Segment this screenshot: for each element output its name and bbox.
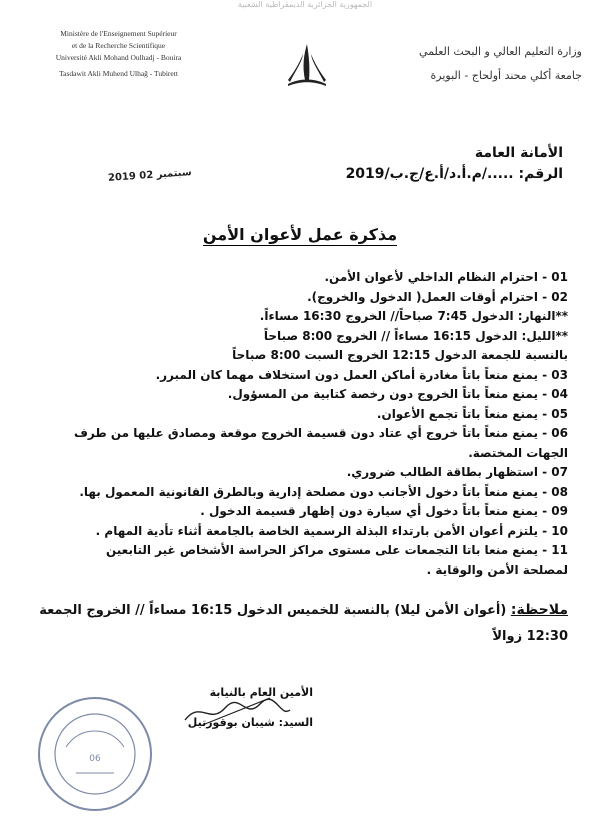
note-continuation: 12:30 زوالاً <box>492 629 568 644</box>
memo-line: **النهار: الدخول 7:45 صباحاً// الخروج 16:30 مساءاً. <box>259 309 568 323</box>
memo-line: **الليل: الدخول 16:15 مساءاً // الخروج 8:00 صباحاً <box>263 328 568 343</box>
university-logo <box>282 40 332 90</box>
memo-line: لمصلحة الأمن والوقاية . <box>426 562 568 577</box>
signatory-title: الأمين العام بالنيابة <box>209 686 313 699</box>
seal-number: 06 <box>89 754 101 764</box>
header-arabic <box>412 40 582 88</box>
secretariat-label: الأمانة العامة <box>474 145 563 161</box>
memo-line: 02 - احترام أوقات العمل( الدخول والخروج). <box>307 289 568 304</box>
memo-line: 01 - احترام النظام الداخلي لأعوان الأمن. <box>324 270 568 284</box>
header-fr-line-4: Tasdawit Akli Muhend Ulhağ - Tubirett <box>59 69 178 78</box>
header-french <box>26 28 211 80</box>
memo-items <box>48 268 568 580</box>
memo-line: 10 - يلتزم أعوان الأمن بارتداء البذلة الرسمية الخاصة بالجامعة أثناء تأدية المهام . <box>95 523 568 538</box>
memo-line: 03 - يمنع منعاً باتاً مغادرة أماكن العمل دون استخلاف مهما كان المبرر. <box>155 367 568 382</box>
header-fr-line-2: et de la Recherche Scientifique <box>71 41 166 50</box>
header-fr-line-1: Ministère de l'Enseignement Supérieur <box>60 29 177 38</box>
date-stamp: 2019 سبتمبر 02 <box>107 167 193 184</box>
signatory-name: السيد: شيبان بوقورتيل <box>187 716 313 729</box>
note-block <box>38 597 568 650</box>
memo-line: 07 - استظهار بطاقة الطالب ضروري. <box>346 465 568 479</box>
memo-line: الجهات المختصة. <box>468 445 568 460</box>
header-ar-line-1: وزارة التعليم العالي و البحث العلمي <box>419 45 582 58</box>
memo-line: 08 - يمنع منعاً باتاً دخول الأجانب دون مصلحة إدارية وبالطرق القانونية المعمول بها. <box>79 484 568 499</box>
header-fr-line-3: Université Akli Mohand Oulhadj - Bouira <box>55 53 182 62</box>
note-label: ملاحظة: <box>510 602 568 618</box>
handwritten-signature <box>175 690 295 730</box>
memo-title-text: مذكرة عمل لأعوان الأمن <box>202 225 398 244</box>
memo-line: 11 - يمنع منعا باتا التجمعات على مستوى مراكز الحراسة الأشخاص غير التابعين <box>105 543 568 557</box>
memo-line: 05 - يمنع منعاً باتاً تجمع الأعوان. <box>376 406 568 421</box>
note-text: (أعوان الأمن ليلا) بالنسبة للخميس الدخول 16:15 مساءاً // الخروج الجمعة <box>39 603 507 618</box>
reference-number: الرقم: ...../م.أ.د/أ.ع/ج.ب/2019 <box>345 166 563 182</box>
memo-title <box>0 225 600 244</box>
memo-line: 04 - يمنع منعاً باتاً الخروج دون رخصة كتابية من المسؤول. <box>227 387 568 401</box>
header-top-faded: ﺍﻟﺠﻤﻬﻮﺭﻳﺔ ﺍﻟﺠﺰﺍﺋﺮﻳﺔ ﺍﻟﺪﻳﻤﻘﺮﺍﻃﻴﺔ ﺍﻟﺸﻌﺒﻴﺔ <box>237 0 373 9</box>
header-ar-line-2: جامعة أكلي محند أولحاج - البويرة <box>430 69 582 82</box>
memo-line: 06 - يمنع منعاً باتاً خروج أي عتاد دون قسيمة الخروج موقعة ومصادق عليها من طرف <box>73 426 568 440</box>
official-seal <box>36 695 154 813</box>
memo-line: 09 - يمنع منعاً باتاً دخول أي سيارة دون إظهار قسيمة الدخول . <box>200 504 568 518</box>
memo-line: بالنسبة للجمعة الدخول 12:15 الخروج السبت 8:00 صباحاً <box>232 348 568 362</box>
